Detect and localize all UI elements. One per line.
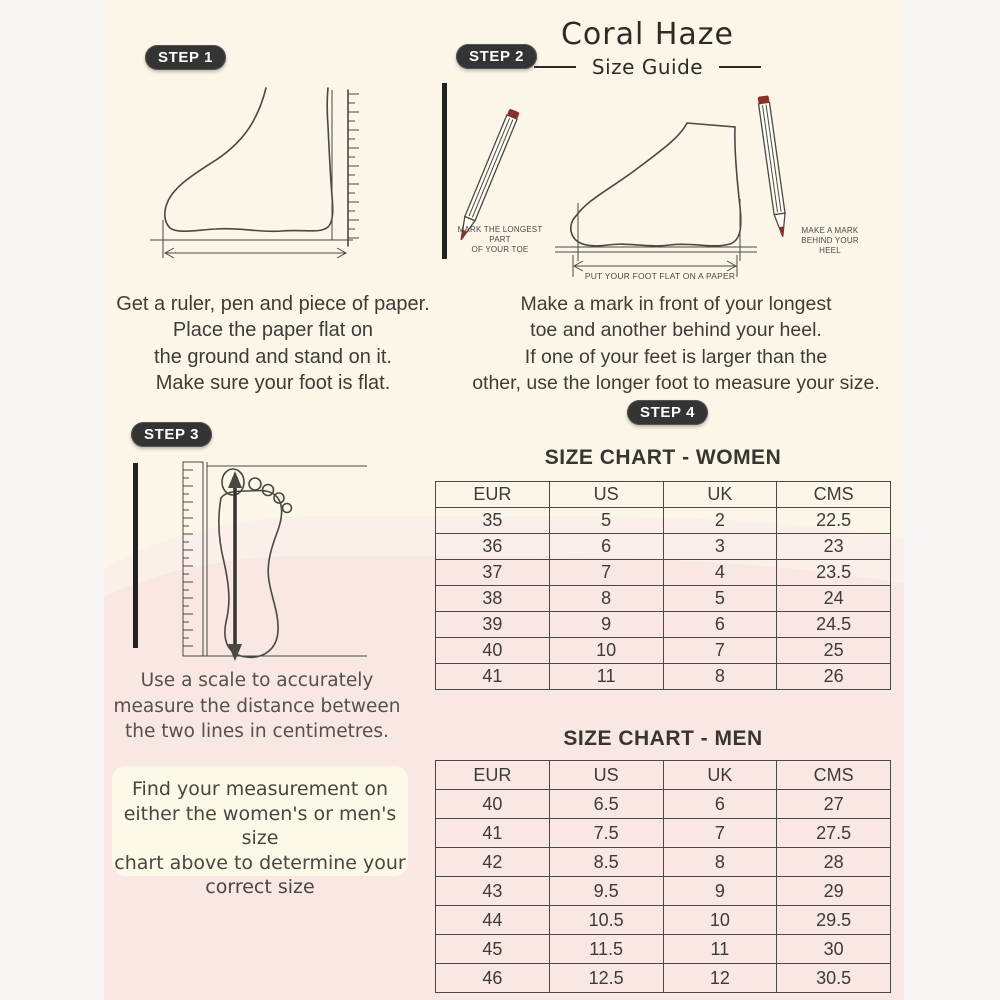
foot-pencil-marking-illustration: [450, 95, 880, 290]
size-cell: 28: [777, 848, 891, 877]
size-cell: 41: [436, 664, 550, 690]
note-line: chart above to determine your: [114, 851, 406, 874]
women-size-chart-table: [435, 481, 891, 690]
size-cell: 7.5: [549, 819, 663, 848]
instruction-line: Make sure your foot is flat.: [155, 371, 391, 394]
size-cell: 4: [663, 560, 777, 586]
section-divider-bar: [133, 463, 138, 648]
step3-instructions: [112, 668, 402, 745]
men-size-chart-table: [435, 760, 891, 993]
size-cell: 25: [777, 638, 891, 664]
column-header: US: [549, 761, 663, 790]
size-cell: 44: [436, 906, 550, 935]
size-cell: 11: [549, 664, 663, 690]
table-row: [436, 534, 891, 560]
instruction-line: If one of your feet is larger than the: [524, 345, 828, 368]
size-cell: 8: [663, 664, 777, 690]
size-cell: 30: [777, 935, 891, 964]
paper-label: PUT YOUR FOOT FLAT ON A PAPER: [584, 271, 736, 281]
column-header: CMS: [777, 482, 891, 508]
table-row: [436, 586, 891, 612]
pencil-icon: [758, 95, 789, 237]
label-line: OF YOUR TOE: [471, 245, 529, 254]
label-line: MAKE A MARK: [801, 226, 859, 235]
divider-line: [534, 66, 576, 68]
table-row: [436, 508, 891, 534]
size-cell: 23.5: [777, 560, 891, 586]
length-arrow-icon: [165, 248, 346, 258]
brand-title: Coral Haze: [560, 17, 735, 52]
foot-outline: [165, 88, 333, 231]
size-cell: 8.5: [549, 848, 663, 877]
table-row: [436, 790, 891, 819]
size-cell: 6: [549, 534, 663, 560]
size-cell: 40: [436, 790, 550, 819]
size-cell: 2: [663, 508, 777, 534]
note-line: either the women's or men's size: [123, 802, 397, 849]
size-cell: 30.5: [777, 964, 891, 993]
toe-mark-label: [452, 225, 548, 255]
size-cell: 29: [777, 877, 891, 906]
table-row: [436, 848, 891, 877]
instruction-line: measure the distance between: [113, 695, 401, 717]
table-row: [436, 612, 891, 638]
column-header: EUR: [436, 482, 550, 508]
table-row: [436, 964, 891, 993]
column-header: UK: [663, 761, 777, 790]
column-header: US: [549, 482, 663, 508]
brand-subtitle-row: [495, 55, 800, 79]
table-row: [436, 664, 891, 690]
size-cell: 10: [549, 638, 663, 664]
size-cell: 8: [549, 586, 663, 612]
brand-subtitle: Size Guide: [591, 55, 704, 79]
foot-side-ruler-illustration: [148, 86, 373, 266]
foot-outline: [571, 123, 741, 246]
size-cell: 6: [663, 790, 777, 819]
size-cell: 27.5: [777, 819, 891, 848]
size-cell: 3: [663, 534, 777, 560]
instruction-line: the two lines in centimetres.: [125, 721, 389, 742]
label-line: HEEL: [819, 246, 841, 255]
size-cell: 7: [663, 638, 777, 664]
ruler-icon: [348, 90, 359, 246]
size-cell: 12: [663, 964, 777, 993]
note-line: correct size: [205, 876, 315, 898]
size-cell: 46: [436, 964, 550, 993]
instruction-line: the ground and stand on it.: [154, 345, 392, 368]
size-cell: 23: [777, 534, 891, 560]
size-cell: 45: [436, 935, 550, 964]
size-cell: 9: [549, 612, 663, 638]
women-size-chart-title: SIZE CHART - WOMEN: [544, 446, 782, 469]
footprint-outline: [219, 469, 292, 657]
instruction-line: Get a ruler, pen and piece of paper.: [116, 293, 430, 315]
size-cell: 37: [436, 560, 550, 586]
size-cell: 6: [663, 612, 777, 638]
instruction-line: Use a scale to accurately: [140, 670, 374, 691]
size-cell: 40: [436, 638, 550, 664]
size-cell: 39: [436, 612, 550, 638]
step1-badge: STEP 1: [145, 45, 226, 70]
table-header-row: [436, 761, 891, 790]
size-cell: 26: [777, 664, 891, 690]
instruction-line: Make a mark in front of your longest: [520, 293, 832, 315]
label-line: PART: [489, 235, 511, 244]
footprint-measure-illustration: [175, 458, 375, 663]
size-cell: 42: [436, 848, 550, 877]
column-header: EUR: [436, 761, 550, 790]
table-row: [436, 906, 891, 935]
instruction-line: toe and another behind your heel.: [530, 319, 822, 342]
column-header: CMS: [777, 761, 891, 790]
size-cell: 12.5: [549, 964, 663, 993]
size-cell: 38: [436, 586, 550, 612]
size-cell: 9: [663, 877, 777, 906]
note-box: [112, 766, 408, 898]
size-cell: 5: [663, 586, 777, 612]
pencil-icon: [456, 108, 520, 242]
section-divider-bar: [442, 83, 447, 259]
step3-badge: STEP 3: [131, 422, 212, 447]
ruler-icon: [183, 462, 207, 656]
label-line: MARK THE LONGEST: [457, 225, 543, 234]
label-line: BEHIND YOUR: [801, 236, 859, 245]
size-cell: 11: [663, 935, 777, 964]
step2-instructions: [461, 291, 891, 396]
table-header-row: [436, 482, 891, 508]
size-cell: 11.5: [549, 935, 663, 964]
instruction-line: other, use the longer foot to measure your size.: [472, 371, 880, 394]
size-cell: 24: [777, 586, 891, 612]
table-row: [436, 935, 891, 964]
size-cell: 9.5: [549, 877, 663, 906]
table-row: [436, 819, 891, 848]
table-row: [436, 560, 891, 586]
step1-instructions: [83, 291, 463, 396]
table-row: [436, 877, 891, 906]
instruction-line: Place the paper flat on: [172, 319, 374, 342]
size-cell: 7: [549, 560, 663, 586]
size-cell: 43: [436, 877, 550, 906]
step2-badge: STEP 2: [456, 44, 537, 69]
brand-header: [495, 18, 800, 79]
size-cell: 5: [549, 508, 663, 534]
size-cell: 24.5: [777, 612, 891, 638]
size-cell: 7: [663, 819, 777, 848]
note-line: Find your measurement on: [132, 778, 388, 800]
size-cell: 35: [436, 508, 550, 534]
size-cell: 36: [436, 534, 550, 560]
size-cell: 10: [663, 906, 777, 935]
heel-mark-label: [788, 226, 872, 256]
size-cell: 6.5: [549, 790, 663, 819]
column-header: UK: [663, 482, 777, 508]
men-size-chart-title: SIZE CHART - MEN: [563, 727, 763, 750]
size-cell: 8: [663, 848, 777, 877]
step4-badge: STEP 4: [627, 400, 708, 425]
size-cell: 41: [436, 819, 550, 848]
size-cell: 22.5: [777, 508, 891, 534]
size-cell: 27: [777, 790, 891, 819]
divider-line: [719, 66, 761, 68]
size-cell: 29.5: [777, 906, 891, 935]
table-row: [436, 638, 891, 664]
size-cell: 10.5: [549, 906, 663, 935]
length-arrow-icon: [228, 471, 242, 661]
